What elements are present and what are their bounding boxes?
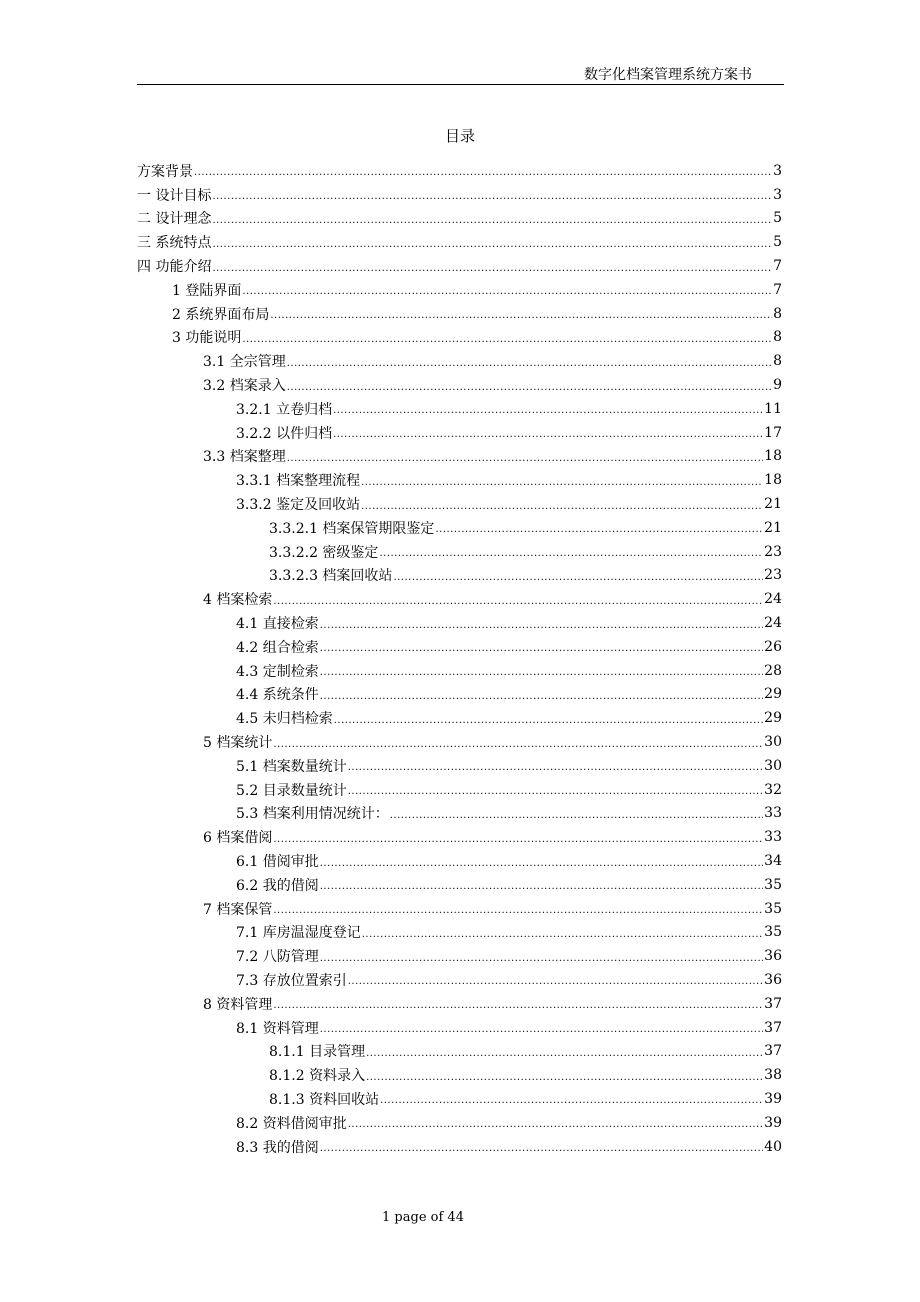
- toc-entry-title: 8.1.1 目录管理: [269, 1044, 366, 1061]
- toc-entry-title: 4.4 系统条件: [236, 687, 319, 704]
- toc-entry-title: 8.1 资料管理: [236, 1020, 319, 1037]
- toc-entry-title: 1 登陆界面: [172, 282, 242, 299]
- toc-dot-leader: [194, 167, 772, 178]
- toc-entry[interactable]: [137, 873, 782, 897]
- toc-entry[interactable]: [137, 159, 782, 183]
- toc-page-number: 33: [764, 805, 782, 822]
- toc-dot-leader: [320, 953, 763, 964]
- toc-entry-title: 3.2.1 立卷归档: [236, 401, 333, 418]
- toc-dot-leader: [348, 1119, 763, 1130]
- toc-dot-leader: [320, 620, 763, 631]
- toc-page-number: 32: [764, 781, 782, 798]
- toc-entry[interactable]: [137, 540, 782, 564]
- toc-page-number: 24: [764, 591, 782, 608]
- toc-dot-leader: [287, 358, 772, 369]
- toc-dot-leader: [366, 1048, 763, 1059]
- toc-page-number: 39: [764, 1090, 782, 1107]
- toc-page-number: 18: [764, 472, 782, 489]
- toc-page-number: 26: [764, 638, 782, 655]
- toc-entry-title: 3 功能说明: [172, 330, 242, 347]
- toc-entry-title: 4.5 未归档检索: [236, 711, 333, 728]
- toc-page-number: 39: [764, 1114, 782, 1131]
- toc-dot-leader: [362, 929, 763, 940]
- toc-page-number: 29: [764, 710, 782, 727]
- toc-entry[interactable]: [137, 1063, 782, 1087]
- toc-entry-title: 8.1.2 资料录入: [269, 1068, 366, 1085]
- toc-entry[interactable]: [137, 1039, 782, 1063]
- toc-page-number: 21: [764, 496, 782, 513]
- toc-dot-leader: [273, 1000, 763, 1011]
- toc-entry[interactable]: [137, 492, 782, 516]
- toc-page-number: 34: [764, 853, 782, 869]
- toc-page-number: 36: [764, 971, 782, 988]
- toc-dot-leader: [320, 1143, 763, 1154]
- toc-entry-title: 5.3 档案利用情况统计：: [236, 806, 389, 823]
- toc-entry-title: 方案背景: [137, 163, 193, 180]
- toc-entry[interactable]: [137, 730, 782, 754]
- toc-dot-leader: [361, 477, 763, 488]
- toc-entry[interactable]: [137, 183, 782, 207]
- toc-entry-title: 8.2 资料借阅审批: [236, 1115, 347, 1132]
- toc-entry-title: 8 资料管理: [203, 996, 273, 1013]
- toc-entry-title: 三 系统特点: [137, 235, 212, 252]
- running-header-title: 数字化档案管理系统方案书: [584, 67, 752, 83]
- toc-entry[interactable]: [137, 706, 782, 730]
- toc-dot-leader: [287, 453, 763, 464]
- toc-entry-title: 8.1.3 资料回收站: [269, 1091, 380, 1108]
- toc-page-number: 30: [764, 734, 782, 751]
- toc-dot-leader: [212, 263, 772, 274]
- toc-entry[interactable]: [137, 683, 782, 707]
- toc-page-number: 17: [764, 424, 782, 441]
- toc-page-number: 8: [773, 305, 782, 322]
- toc-entry[interactable]: [137, 897, 782, 921]
- toc-dot-leader: [273, 905, 763, 916]
- toc-entry[interactable]: [137, 825, 782, 849]
- toc-entry[interactable]: [137, 611, 782, 635]
- toc-dot-leader: [348, 762, 763, 773]
- toc-dot-leader: [270, 310, 772, 321]
- toc-dot-leader: [212, 215, 772, 226]
- toc-dot-leader: [242, 286, 772, 297]
- toc-dot-leader: [390, 810, 763, 821]
- toc-entry[interactable]: [137, 373, 782, 397]
- toc-entry[interactable]: [137, 849, 782, 873]
- toc-page-number: 3: [773, 186, 782, 203]
- toc-dot-leader: [287, 382, 772, 393]
- toc-entry[interactable]: [137, 659, 782, 683]
- toc-page-number: 40: [764, 1138, 782, 1155]
- toc-dot-leader: [273, 739, 763, 750]
- toc-entry[interactable]: [137, 445, 782, 469]
- toc-dot-leader: [334, 715, 763, 726]
- toc-dot-leader: [348, 976, 763, 987]
- toc-entry[interactable]: [137, 944, 782, 968]
- toc-entry-title: 3.2.2 以件归档: [236, 425, 333, 442]
- toc-dot-leader: [361, 501, 763, 512]
- toc-entry[interactable]: [137, 968, 782, 992]
- toc-dot-leader: [393, 572, 763, 583]
- toc-dot-leader: [212, 239, 772, 250]
- toc-page-number: 21: [764, 519, 782, 536]
- toc-entry[interactable]: [137, 468, 782, 492]
- toc-entry-title: 6.1 借阅审批: [236, 854, 319, 870]
- toc-entry[interactable]: [137, 587, 782, 611]
- toc-entry-title: 3.2 档案录入: [203, 378, 286, 395]
- toc-dot-leader: [320, 691, 763, 702]
- toc-entry[interactable]: [137, 802, 782, 826]
- toc-dot-leader: [320, 858, 763, 869]
- toc-dot-leader: [379, 548, 763, 559]
- toc-dot-leader: [273, 834, 763, 845]
- toc-page-number: 8: [773, 329, 782, 346]
- toc-entry-title: 4.1 直接检索: [236, 616, 319, 633]
- toc-page-number: 18: [764, 448, 782, 465]
- toc-entry-title: 5.2 目录数量统计: [236, 782, 347, 799]
- toc-entry[interactable]: [137, 230, 782, 254]
- toc-entry[interactable]: [137, 754, 782, 778]
- toc-entry-title: 3.3.1 档案整理流程: [236, 473, 361, 490]
- toc-entry-title: 4.3 定制检索: [236, 663, 319, 680]
- toc-entry-title: 5 档案统计: [203, 735, 273, 752]
- toc-entry-title: 四 功能介绍: [137, 259, 212, 276]
- toc-entry[interactable]: [137, 635, 782, 659]
- toc-entry-title: 一 设计目标: [137, 187, 212, 204]
- toc-entry-title: 4.2 组合检索: [236, 639, 319, 656]
- toc-page-number: 37: [764, 1043, 782, 1060]
- toc-entry-title: 2 系统界面布局: [172, 306, 270, 323]
- toc-dot-leader: [273, 596, 763, 607]
- toc-page-number: 7: [773, 258, 782, 275]
- toc-entry[interactable]: [137, 421, 782, 445]
- toc-page-number: 8: [773, 353, 782, 370]
- toc-dot-leader: [435, 524, 763, 535]
- toc-entry-title: 5.1 档案数量统计: [236, 758, 347, 775]
- toc-dot-leader: [333, 429, 763, 440]
- toc-dot-leader: [242, 334, 772, 345]
- toc-entry-title: 4 档案检索: [203, 592, 273, 609]
- toc-page-number: 30: [764, 757, 782, 774]
- toc-entry[interactable]: [137, 302, 782, 326]
- toc-entry-title: 7 档案保管: [203, 901, 273, 918]
- toc-page-number: 23: [764, 567, 782, 584]
- toc-page-number: 3: [773, 162, 782, 179]
- toc-page-number: 33: [764, 829, 782, 846]
- toc-page-number: 37: [764, 1019, 782, 1036]
- toc-page-number: 5: [773, 234, 782, 251]
- toc-dot-leader: [320, 881, 763, 892]
- toc-entry-title: 3.3.2.1 档案保管期限鉴定: [269, 520, 435, 537]
- toc-entry[interactable]: [137, 1087, 782, 1111]
- toc-page-number: 7: [773, 281, 782, 298]
- toc-entry[interactable]: [137, 1135, 782, 1159]
- toc-dot-leader: [320, 643, 763, 654]
- toc-dot-leader: [320, 667, 763, 678]
- toc-page-number: 37: [764, 995, 782, 1012]
- toc-entry[interactable]: [137, 397, 782, 421]
- toc-page-number: 35: [764, 876, 782, 893]
- toc-entry[interactable]: [137, 778, 782, 802]
- toc-entry[interactable]: [137, 254, 782, 278]
- toc-entry[interactable]: [137, 921, 782, 945]
- toc-entry-title: 3.3.2.2 密级鉴定: [269, 544, 379, 561]
- toc-entry-title: 7.2 八防管理: [236, 949, 319, 966]
- toc-dot-leader: [366, 1072, 763, 1083]
- toc-entry-title: 3.1 全宗管理: [203, 354, 286, 371]
- toc-entry-title: 6 档案借阅: [203, 830, 273, 847]
- toc-page-number: 38: [764, 1067, 782, 1084]
- toc-entry-title: 3.3 档案整理: [203, 449, 286, 466]
- toc-dot-leader: [212, 191, 772, 202]
- toc-heading: 目录: [444, 127, 475, 145]
- toc-page-number: 5: [773, 210, 782, 227]
- toc-entry-title: 3.3.2.3 档案回收站: [269, 568, 393, 585]
- toc-page-number: 24: [764, 615, 782, 632]
- toc-page-number: 35: [764, 924, 782, 941]
- toc-page-number: 35: [764, 900, 782, 917]
- toc-entry[interactable]: [137, 278, 782, 302]
- toc-page-number: 23: [764, 543, 782, 560]
- toc-entry-title: 二 设计理念: [137, 211, 212, 228]
- toc-page-number: 36: [764, 948, 782, 965]
- toc-page-number: 11: [764, 400, 782, 417]
- toc-dot-leader: [320, 1024, 763, 1035]
- toc-entry-title: 3.3.2 鉴定及回收站: [236, 497, 361, 514]
- table-of-contents: [137, 159, 782, 1158]
- header-rule: [137, 84, 784, 85]
- toc-dot-leader: [333, 405, 763, 416]
- toc-entry[interactable]: [137, 349, 782, 373]
- toc-dot-leader: [348, 786, 763, 797]
- toc-entry[interactable]: [137, 1016, 782, 1040]
- toc-entry[interactable]: [137, 992, 782, 1016]
- toc-entry[interactable]: [137, 326, 782, 350]
- toc-dot-leader: [380, 1095, 763, 1106]
- toc-entry-title: 7.3 存放位置索引: [236, 972, 347, 989]
- toc-entry-title: 6.2 我的借阅: [236, 877, 319, 894]
- toc-entry[interactable]: [137, 1111, 782, 1135]
- toc-entry[interactable]: [137, 516, 782, 540]
- page-footer: 1 page of 44: [382, 1210, 464, 1225]
- toc-page-number: 9: [773, 377, 782, 394]
- toc-page-number: 28: [764, 662, 782, 679]
- toc-entry[interactable]: [137, 207, 782, 231]
- toc-entry-title: 8.3 我的借阅: [236, 1139, 319, 1156]
- toc-page-number: 29: [764, 686, 782, 703]
- toc-entry[interactable]: [137, 564, 782, 588]
- toc-entry-title: 7.1 库房温湿度登记: [236, 925, 361, 942]
